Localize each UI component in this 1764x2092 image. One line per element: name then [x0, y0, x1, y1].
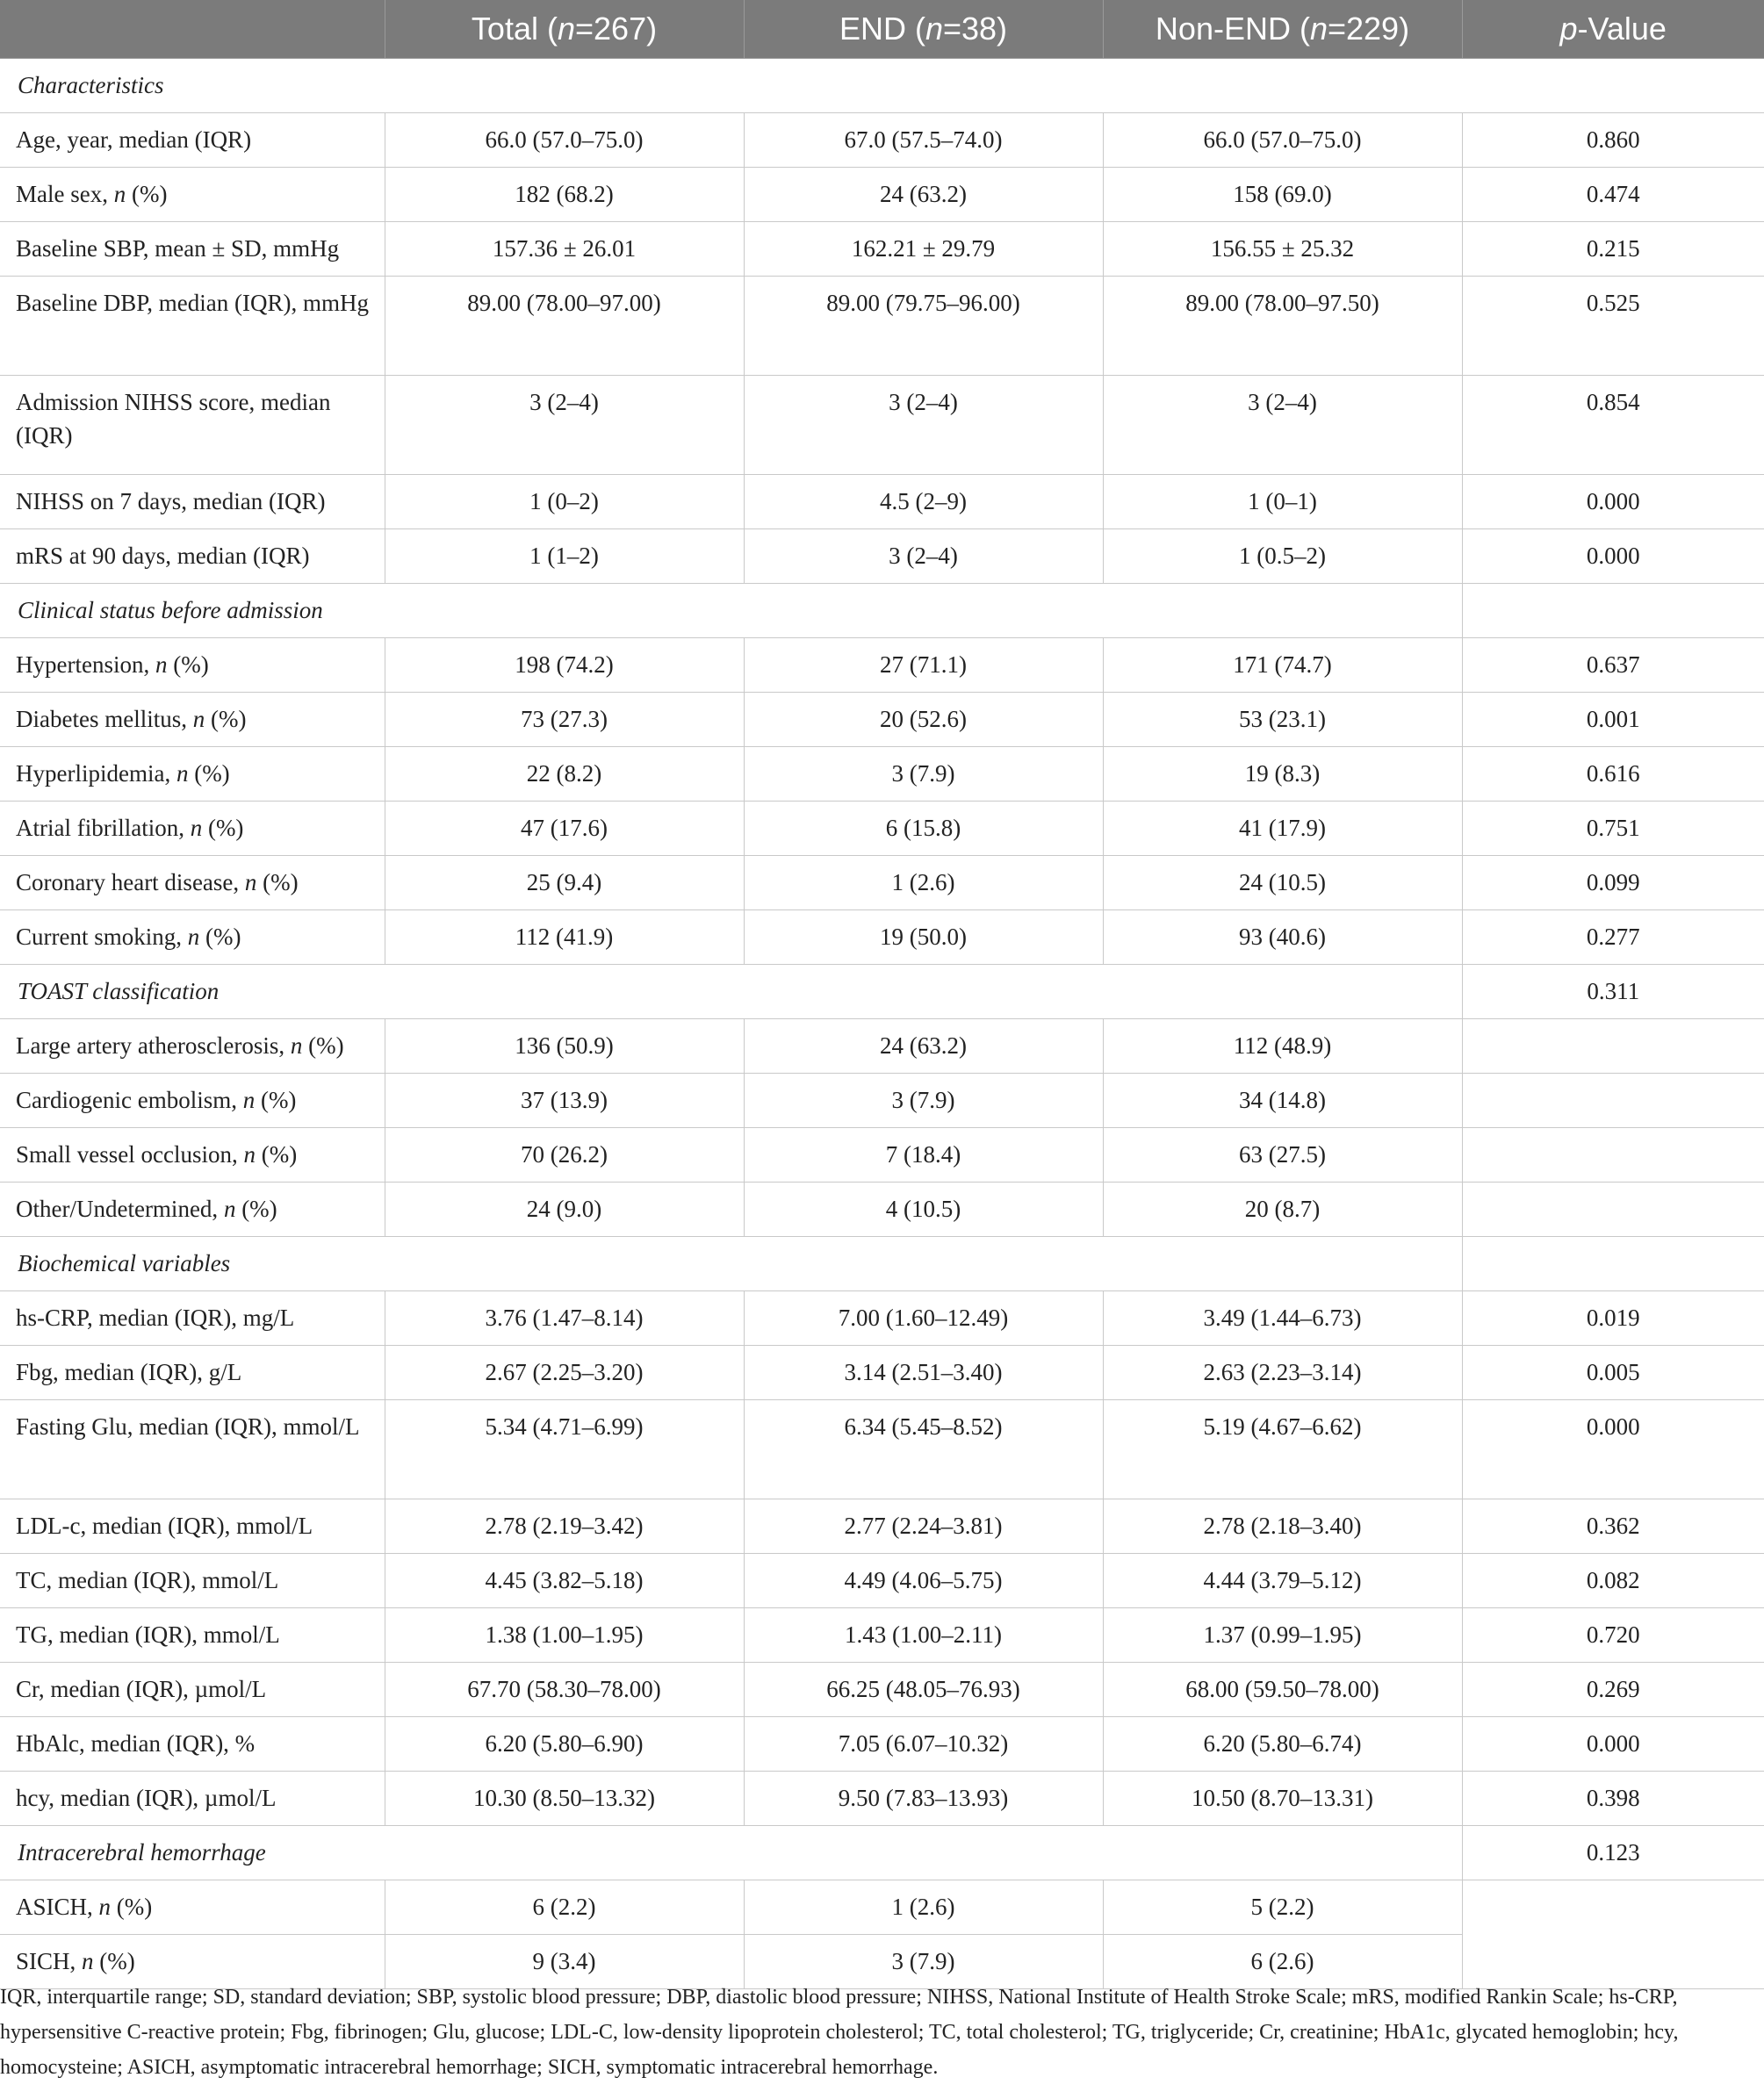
total-cell: 112 (41.9) [385, 910, 744, 965]
non-end-cell: 63 (27.5) [1103, 1128, 1462, 1183]
total-cell: 10.30 (8.50–13.32) [385, 1772, 744, 1826]
p-value-cell: 0.637 [1462, 638, 1764, 693]
row-label: mRS at 90 days, median (IQR) [0, 529, 385, 584]
total-cell: 70 (26.2) [385, 1128, 744, 1183]
non-end-cell: 93 (40.6) [1103, 910, 1462, 965]
row-label: Male sex, n (%) [0, 168, 385, 222]
total-cell: 182 (68.2) [385, 168, 744, 222]
non-end-cell: 34 (14.8) [1103, 1074, 1462, 1128]
end-cell: 67.0 (57.5–74.0) [744, 113, 1103, 168]
p-value-cell: 0.269 [1462, 1663, 1764, 1717]
row-label: TG, median (IQR), mmol/L [0, 1608, 385, 1663]
p-value-cell: 0.398 [1462, 1772, 1764, 1826]
non-end-cell: 5.19 (4.67–6.62) [1103, 1400, 1462, 1499]
row-label: Diabetes mellitus, n (%) [0, 693, 385, 747]
non-end-cell: 4.44 (3.79–5.12) [1103, 1554, 1462, 1608]
row-label: Cr, median (IQR), µmol/L [0, 1663, 385, 1717]
total-cell: 3.76 (1.47–8.14) [385, 1291, 744, 1346]
end-cell: 3 (2–4) [744, 529, 1103, 584]
non-end-cell: 112 (48.9) [1103, 1019, 1462, 1074]
section-title: TOAST classification [0, 965, 1462, 1019]
p-value-cell: 0.005 [1462, 1346, 1764, 1400]
table-row [0, 693, 1764, 747]
total-cell: 4.45 (3.82–5.18) [385, 1554, 744, 1608]
total-cell: 66.0 (57.0–75.0) [385, 113, 744, 168]
table-body [0, 59, 1764, 1989]
p-value-cell: 0.000 [1462, 1400, 1764, 1499]
row-label: Small vessel occlusion, n (%) [0, 1128, 385, 1183]
p-value-cell: 0.311 [1462, 965, 1764, 1019]
total-cell: 67.70 (58.30–78.00) [385, 1663, 744, 1717]
p-value-cell: 0.000 [1462, 475, 1764, 529]
p-value-cell: 0.474 [1462, 168, 1764, 222]
section-title: Clinical status before admission [0, 584, 1462, 638]
header-row [0, 0, 1764, 59]
table-footnote: IQR, interquartile range; SD, standard deviation; SBP, systolic blood pressure; DBP, diastolic blood pressure; NIHSS, National Institute of Health Stroke Scale; mRS, modified Rankin Scale; hs-CRP, hypersensitive C-reactive protein; Fbg, fibrinogen; Glu, glucose; LDL-C, low-density lipoprotein cholesterol; TC, total cholesterol; TG, triglyceride; Cr, creatinine; HbA1c, glycated hemoglobin; hcy, homocysteine; ASICH, asymptomatic intracerebral hemorrhage; SICH, symptomatic intracerebral hemorrhage. [0, 1986, 1679, 2079]
non-end-cell: 3 (2–4) [1103, 376, 1462, 475]
non-end-cell: 10.50 (8.70–13.31) [1103, 1772, 1462, 1826]
header-end: END (n=38) [744, 0, 1103, 59]
table-row [0, 529, 1764, 584]
end-cell: 7.05 (6.07–10.32) [744, 1717, 1103, 1772]
p-value-cell: 0.000 [1462, 1717, 1764, 1772]
section-title: Biochemical variables [0, 1237, 1462, 1291]
end-cell: 9.50 (7.83–13.93) [744, 1772, 1103, 1826]
row-label: Hyperlipidemia, n (%) [0, 747, 385, 802]
table-row [0, 1346, 1764, 1400]
row-label: Fbg, median (IQR), g/L [0, 1346, 385, 1400]
total-cell: 3 (2–4) [385, 376, 744, 475]
non-end-cell: 1 (0–1) [1103, 475, 1462, 529]
p-value-cell: 0.525 [1462, 277, 1764, 376]
end-cell: 1.43 (1.00–2.11) [744, 1608, 1103, 1663]
total-cell: 73 (27.3) [385, 693, 744, 747]
header-variable [0, 0, 385, 59]
table-row [0, 1663, 1764, 1717]
section-title: Intracerebral hemorrhage [0, 1826, 1462, 1880]
total-cell: 2.78 (2.19–3.42) [385, 1499, 744, 1554]
table-row [0, 802, 1764, 856]
table-row [0, 1019, 1764, 1074]
end-cell: 89.00 (79.75–96.00) [744, 277, 1103, 376]
end-cell: 7.00 (1.60–12.49) [744, 1291, 1103, 1346]
p-value-cell: 0.277 [1462, 910, 1764, 965]
table-row [0, 222, 1764, 277]
end-cell: 2.77 (2.24–3.81) [744, 1499, 1103, 1554]
p-value-cell: 0.720 [1462, 1608, 1764, 1663]
total-cell: 89.00 (78.00–97.00) [385, 277, 744, 376]
total-cell: 22 (8.2) [385, 747, 744, 802]
non-end-cell: 53 (23.1) [1103, 693, 1462, 747]
table-row [0, 168, 1764, 222]
end-cell: 6 (15.8) [744, 802, 1103, 856]
total-cell: 6 (2.2) [385, 1880, 744, 1935]
end-cell: 162.21 ± 29.79 [744, 222, 1103, 277]
end-cell: 19 (50.0) [744, 910, 1103, 965]
total-cell: 5.34 (4.71–6.99) [385, 1400, 744, 1499]
end-cell: 20 (52.6) [744, 693, 1103, 747]
non-end-cell: 6.20 (5.80–6.74) [1103, 1717, 1462, 1772]
table-row [0, 113, 1764, 168]
header-total: Total (n=267) [385, 0, 744, 59]
row-label: hcy, median (IQR), µmol/L [0, 1772, 385, 1826]
total-cell: 9 (3.4) [385, 1935, 744, 1989]
row-label: Baseline SBP, mean ± SD, mmHg [0, 222, 385, 277]
total-cell: 157.36 ± 26.01 [385, 222, 744, 277]
non-end-cell: 24 (10.5) [1103, 856, 1462, 910]
p-value-cell: 0.001 [1462, 693, 1764, 747]
row-label: Age, year, median (IQR) [0, 113, 385, 168]
table-row [0, 856, 1764, 910]
header-non-end: Non-END (n=229) [1103, 0, 1462, 59]
p-value-cell: 0.860 [1462, 113, 1764, 168]
non-end-cell: 68.00 (59.50–78.00) [1103, 1663, 1462, 1717]
table-row [0, 638, 1764, 693]
end-cell: 1 (2.6) [744, 1880, 1103, 1935]
table-row [0, 475, 1764, 529]
row-label: NIHSS on 7 days, median (IQR) [0, 475, 385, 529]
p-value-cell [1462, 1019, 1764, 1074]
end-cell: 66.25 (48.05–76.93) [744, 1663, 1103, 1717]
row-label: Fasting Glu, median (IQR), mmol/L [0, 1400, 385, 1499]
section-row [0, 1826, 1764, 1880]
row-label: SICH, n (%) [0, 1935, 385, 1989]
row-label: Large artery atherosclerosis, n (%) [0, 1019, 385, 1074]
total-cell: 1 (1–2) [385, 529, 744, 584]
p-value-cell: 0.215 [1462, 222, 1764, 277]
end-cell: 4.49 (4.06–5.75) [744, 1554, 1103, 1608]
non-end-cell: 3.49 (1.44–6.73) [1103, 1291, 1462, 1346]
p-value-cell: 0.751 [1462, 802, 1764, 856]
section-row [0, 584, 1764, 638]
row-label: TC, median (IQR), mmol/L [0, 1554, 385, 1608]
total-cell: 47 (17.6) [385, 802, 744, 856]
row-label: Atrial fibrillation, n (%) [0, 802, 385, 856]
row-label: Baseline DBP, median (IQR), mmHg [0, 277, 385, 376]
table-row [0, 1291, 1764, 1346]
table-row [0, 1128, 1764, 1183]
row-label: Coronary heart disease, n (%) [0, 856, 385, 910]
total-cell: 37 (13.9) [385, 1074, 744, 1128]
end-cell: 27 (71.1) [744, 638, 1103, 693]
end-cell: 3 (7.9) [744, 747, 1103, 802]
total-cell: 198 (74.2) [385, 638, 744, 693]
table-row [0, 1717, 1764, 1772]
table-row [0, 1554, 1764, 1608]
row-label: Current smoking, n (%) [0, 910, 385, 965]
p-value-cell [1462, 584, 1764, 638]
table-row [0, 1400, 1764, 1499]
row-label: LDL-c, median (IQR), mmol/L [0, 1499, 385, 1554]
non-end-cell: 2.63 (2.23–3.14) [1103, 1346, 1462, 1400]
non-end-cell: 6 (2.6) [1103, 1935, 1462, 1989]
non-end-cell: 158 (69.0) [1103, 168, 1462, 222]
end-cell: 24 (63.2) [744, 1019, 1103, 1074]
non-end-cell: 89.00 (78.00–97.50) [1103, 277, 1462, 376]
non-end-cell: 19 (8.3) [1103, 747, 1462, 802]
end-cell: 4.5 (2–9) [744, 475, 1103, 529]
table-row [0, 1499, 1764, 1554]
row-label: ASICH, n (%) [0, 1880, 385, 1935]
non-end-cell: 66.0 (57.0–75.0) [1103, 113, 1462, 168]
section-row [0, 59, 1764, 113]
table-row [0, 376, 1764, 475]
end-cell: 3 (2–4) [744, 376, 1103, 475]
p-value-cell: 0.362 [1462, 1499, 1764, 1554]
p-value-cell: 0.082 [1462, 1554, 1764, 1608]
p-value-cell: 0.099 [1462, 856, 1764, 910]
total-cell: 2.67 (2.25–3.20) [385, 1346, 744, 1400]
p-value-cell: 0.000 [1462, 529, 1764, 584]
p-value-cell: 0.854 [1462, 376, 1764, 475]
row-label: Admission NIHSS score, median (IQR) [0, 376, 385, 475]
non-end-cell: 156.55 ± 25.32 [1103, 222, 1462, 277]
non-end-cell: 5 (2.2) [1103, 1880, 1462, 1935]
row-label: Other/Undetermined, n (%) [0, 1183, 385, 1237]
p-value-cell [1462, 1880, 1764, 1989]
table-row [0, 910, 1764, 965]
row-label: Hypertension, n (%) [0, 638, 385, 693]
row-label: Cardiogenic embolism, n (%) [0, 1074, 385, 1128]
section-title: Characteristics [0, 59, 1764, 113]
non-end-cell: 1 (0.5–2) [1103, 529, 1462, 584]
section-row [0, 1237, 1764, 1291]
end-cell: 6.34 (5.45–8.52) [744, 1400, 1103, 1499]
row-label: hs-CRP, median (IQR), mg/L [0, 1291, 385, 1346]
p-value-cell [1462, 1183, 1764, 1237]
p-value-cell: 0.019 [1462, 1291, 1764, 1346]
table-row [0, 1772, 1764, 1826]
table-row [0, 747, 1764, 802]
row-label: HbAlc, median (IQR), % [0, 1717, 385, 1772]
p-value-cell [1462, 1237, 1764, 1291]
non-end-cell: 171 (74.7) [1103, 638, 1462, 693]
p-value-cell [1462, 1128, 1764, 1183]
end-cell: 4 (10.5) [744, 1183, 1103, 1237]
table-row [0, 1183, 1764, 1237]
total-cell: 6.20 (5.80–6.90) [385, 1717, 744, 1772]
header-p-value: p-Value [1462, 0, 1764, 59]
total-cell: 24 (9.0) [385, 1183, 744, 1237]
end-cell: 24 (63.2) [744, 168, 1103, 222]
non-end-cell: 2.78 (2.18–3.40) [1103, 1499, 1462, 1554]
total-cell: 25 (9.4) [385, 856, 744, 910]
table-row [0, 1074, 1764, 1128]
section-row [0, 965, 1764, 1019]
non-end-cell: 20 (8.7) [1103, 1183, 1462, 1237]
p-value-cell [1462, 1074, 1764, 1128]
table-row [0, 277, 1764, 376]
end-cell: 7 (18.4) [744, 1128, 1103, 1183]
non-end-cell: 41 (17.9) [1103, 802, 1462, 856]
p-value-cell: 0.123 [1462, 1826, 1764, 1880]
table-row [0, 1880, 1764, 1935]
total-cell: 136 (50.9) [385, 1019, 744, 1074]
end-cell: 3 (7.9) [744, 1935, 1103, 1989]
total-cell: 1 (0–2) [385, 475, 744, 529]
end-cell: 3 (7.9) [744, 1074, 1103, 1128]
non-end-cell: 1.37 (0.99–1.95) [1103, 1608, 1462, 1663]
total-cell: 1.38 (1.00–1.95) [385, 1608, 744, 1663]
p-value-cell: 0.616 [1462, 747, 1764, 802]
end-cell: 3.14 (2.51–3.40) [744, 1346, 1103, 1400]
table-row [0, 1608, 1764, 1663]
end-cell: 1 (2.6) [744, 856, 1103, 910]
